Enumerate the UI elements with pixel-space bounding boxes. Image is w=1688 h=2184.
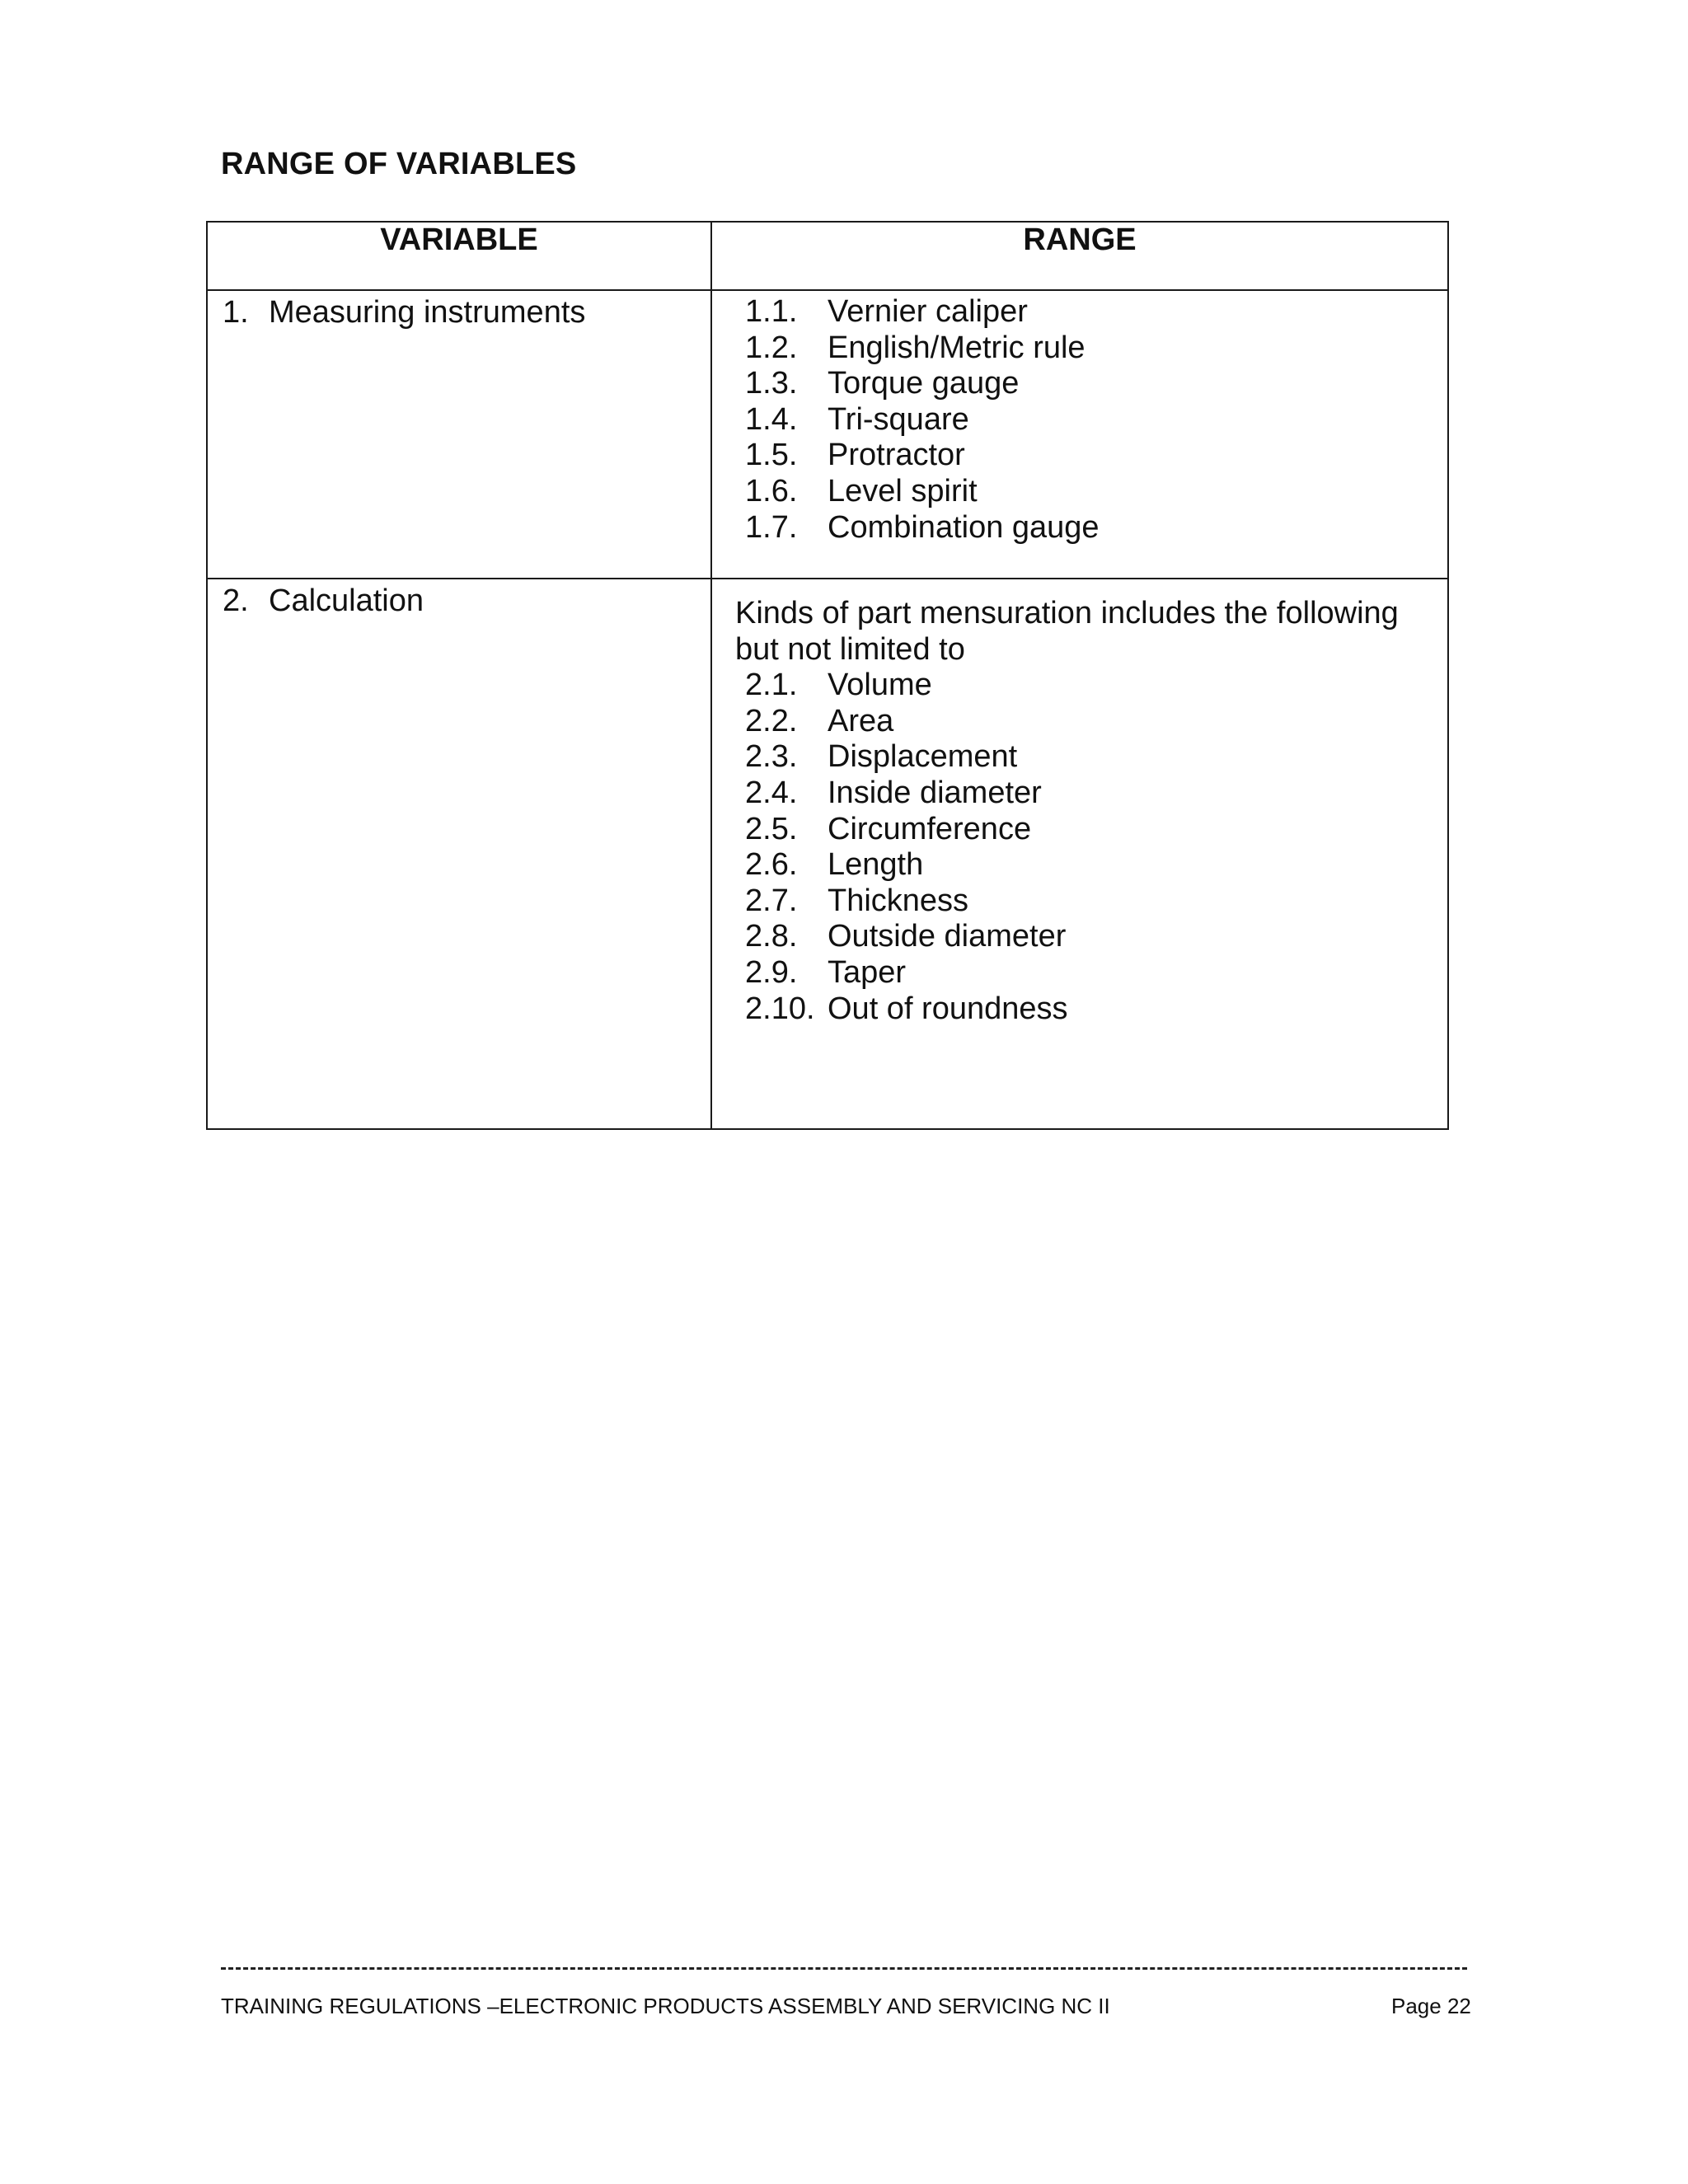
item-number: 2.3. (745, 739, 798, 775)
item-number: 2.8. (745, 919, 798, 954)
item-number: 2.9. (745, 954, 798, 990)
item-label: Inside diameter (828, 775, 1042, 810)
item-number: 2.1. (745, 668, 798, 703)
list-item (712, 776, 1447, 812)
item-label: Length (828, 847, 924, 883)
footer-document-title: TRAINING REGULATIONS –ELECTRONIC PRODUCTS ASSEMBLY AND SERVICING NC II (221, 1994, 1110, 2018)
item-number: 1.7. (745, 509, 798, 545)
item-number: 2.4. (745, 775, 798, 810)
item-label: Level spirit (828, 473, 978, 509)
list-item (712, 883, 1447, 920)
item-label: Torque gauge (828, 366, 1020, 401)
item-number: 1.6. (745, 473, 798, 509)
list-item (712, 366, 1447, 402)
footer-divider (221, 1967, 1467, 1970)
variable-cell (207, 579, 711, 1129)
item-number: 1.1. (745, 294, 798, 329)
list-item (712, 812, 1447, 848)
item-number: 2.5. (745, 811, 798, 846)
range-cell (711, 290, 1448, 579)
item-number: 1.3. (745, 366, 798, 401)
table-header-row (207, 222, 1448, 290)
item-number: 1.5. (745, 438, 798, 473)
item-number: 2.10. (745, 991, 815, 1026)
table-row (207, 579, 1448, 1129)
item-label: Displacement (828, 739, 1018, 775)
item-number: 2.7. (745, 883, 798, 918)
item-label: Tri-square (828, 401, 969, 437)
item-number: 2.6. (745, 847, 798, 883)
list-item (712, 991, 1447, 1028)
item-label: Protractor (828, 438, 965, 473)
item-label: Outside diameter (828, 919, 1067, 954)
range-of-variables-table (206, 221, 1449, 1130)
item-label: English/Metric rule (828, 330, 1085, 365)
list-item (712, 919, 1447, 955)
variable-label: Measuring instruments (269, 295, 586, 330)
variable-column-header: VARIABLE (207, 222, 711, 290)
item-label: Out of roundness (828, 991, 1068, 1026)
list-item (712, 438, 1447, 474)
range-column-header: RANGE (711, 222, 1448, 290)
list-item (712, 474, 1447, 510)
item-label: Circumference (828, 811, 1032, 846)
list-item (712, 402, 1447, 438)
variable-number: 1. (223, 295, 249, 330)
item-label: Volume (828, 668, 932, 703)
list-item (712, 739, 1447, 776)
item-label: Vernier caliper (828, 294, 1028, 329)
range-cell (711, 579, 1448, 1129)
list-item (712, 330, 1447, 367)
variable-cell (207, 290, 711, 579)
table-row (207, 290, 1448, 579)
list-item (712, 294, 1447, 330)
item-number: 2.2. (745, 703, 798, 738)
list-item (712, 668, 1447, 704)
variable-label: Calculation (269, 583, 424, 618)
list-item (712, 955, 1447, 991)
item-number: 1.4. (745, 401, 798, 437)
range-intro-text: Kinds of part mensuration includes the following but not limited to (735, 596, 1399, 667)
range-list (712, 291, 1447, 546)
item-label: Area (828, 703, 894, 738)
item-label: Thickness (828, 883, 969, 918)
section-title: RANGE OF VARIABLES (221, 147, 577, 181)
item-label: Combination gauge (828, 509, 1100, 545)
item-number: 1.2. (745, 330, 798, 365)
list-item (712, 704, 1447, 740)
list-item (712, 510, 1447, 546)
footer-page-number: Page 22 (1391, 1994, 1471, 2018)
variable-number: 2. (223, 583, 249, 618)
item-label: Taper (828, 954, 907, 990)
range-list (712, 668, 1447, 1027)
list-item (712, 847, 1447, 883)
